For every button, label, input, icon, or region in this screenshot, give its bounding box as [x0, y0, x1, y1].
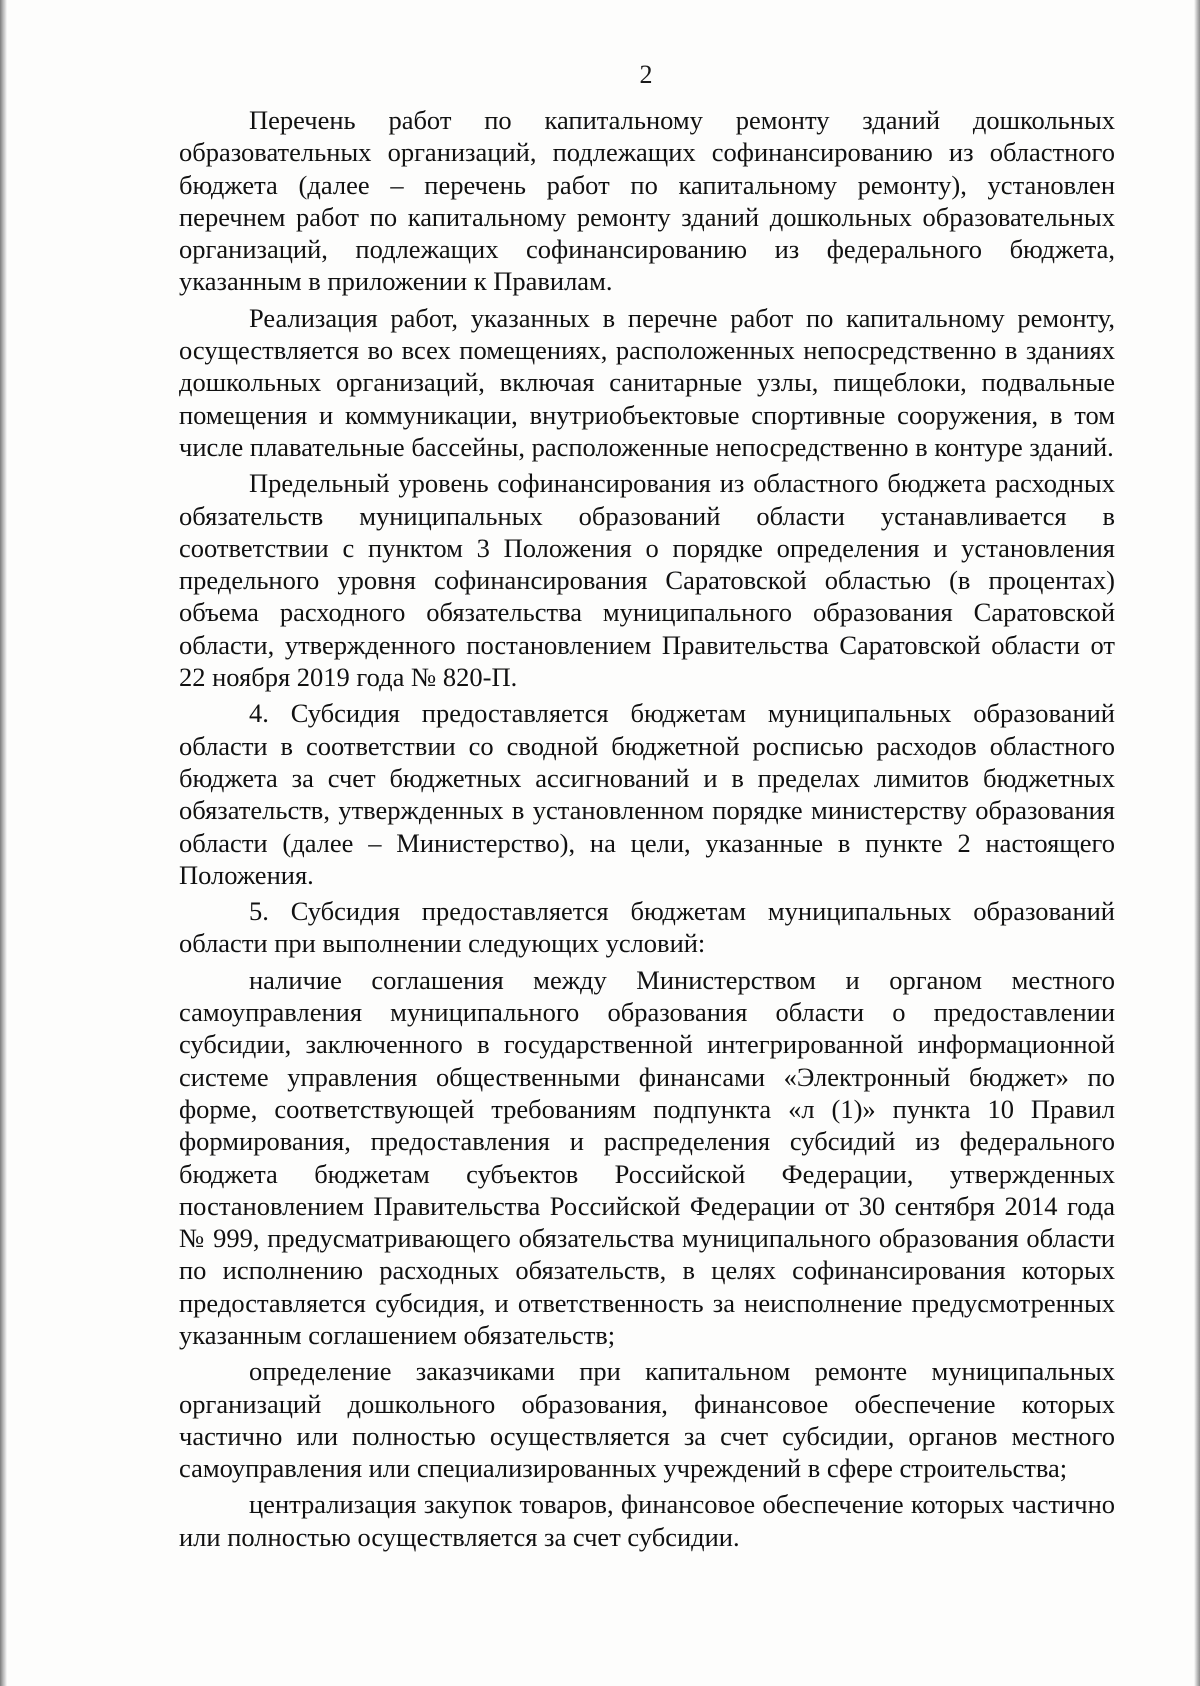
paragraph-condition-customers: определение заказчиками при капитальном ремонте муниципальных организаций дошкольного образования, финансовое обеспечение которых частично или полностью осуществляется за счет субсидии, органов местного самоуправления или специализированных учреждений в сфере строительства; — [179, 1356, 1115, 1484]
paragraph-works-implementation: Реализация работ, указанных в перечне работ по капитальному ремонту, осуществляется во всех помещениях, расположенных непосредственно в зданиях дошкольных организаций, включая санитарные узлы, пищеблоки, подвальные помещения и коммуникации, внутриобъектовые спортивные сооружения, в том числе плавательные бассейны, расположенные непосредственно в контуре зданий. — [179, 302, 1115, 462]
scan-edge-left — [0, 0, 7, 1686]
paragraph-condition-agreement: наличие соглашения между Министерством и органом местного самоуправления муниципального образования области о предоставлении субсидии, заключенного в государственной интегрированной информационной системе управления общественными финансами «Электронный бюджет» по форме, соответствующей требованиям подпункта «л (1)» пункта 10 Правил формирования, предоставления и распределения субсидий из федерального бюджета бюджетам субъектов Российской Федерации, утвержденных постановлением Правительства Российской Федерации от 30 сентября 2014 года № 999, предусматривающего обязательства муниципального образования области по исполнению расходных обязательств, в целях софинансирования которых предоставляется субсидия, и ответственность за неисполнение предусмотренных указанным соглашением обязательств; — [179, 964, 1115, 1350]
paragraph-condition-procurement: централизация закупок товаров, финансовое обеспечение которых частично или полностью осуществляется за счет субсидии. — [179, 1489, 1115, 1552]
paragraph-repair-works-list: Перечень работ по капитальному ремонту зданий дошкольных образовательных организаций, подлежащих софинансированию из областного бюджета (далее – перечень работ по капитальному ремонту), установлен перечнем работ по капитальному ремонту зданий дошкольных образовательных организаций, подлежащих софинансированию из федерального бюджета, указанным в приложении к Правилам. — [179, 105, 1115, 297]
scan-edge-right — [1194, 0, 1200, 1686]
paragraph-item-5: 5. Субсидия предоставляется бюджетам муниципальных образований области при выполнении следующих условий: — [179, 896, 1115, 959]
page-number: 2 — [639, 60, 653, 89]
paragraph-cofinancing-level: Предельный уровень софинансирования из областного бюджета расходных обязательств муниципальных образований области устанавливается в соответствии с пунктом 3 Положения о порядке определения и установления предельного уровня софинансирования Саратовской областью (в процентах) объема расходного обязательства муниципального образования Саратовской области, утвержденного постановлением Правительства Саратовской области от 22 ноября 2019 года № 820-П. — [179, 468, 1115, 693]
paragraph-item-4: 4. Субсидия предоставляется бюджетам муниципальных образований области в соответствии со сводной бюджетной росписью расходов областного бюджета за счет бюджетных ассигнований и в пределах лимитов бюджетных обязательств, утвержденных в установленном порядке министерству образования области (далее – Министерство), на цели, указанные в пункте 2 настоящего Положения. — [179, 698, 1115, 890]
document-body — [179, 104, 1115, 1557]
